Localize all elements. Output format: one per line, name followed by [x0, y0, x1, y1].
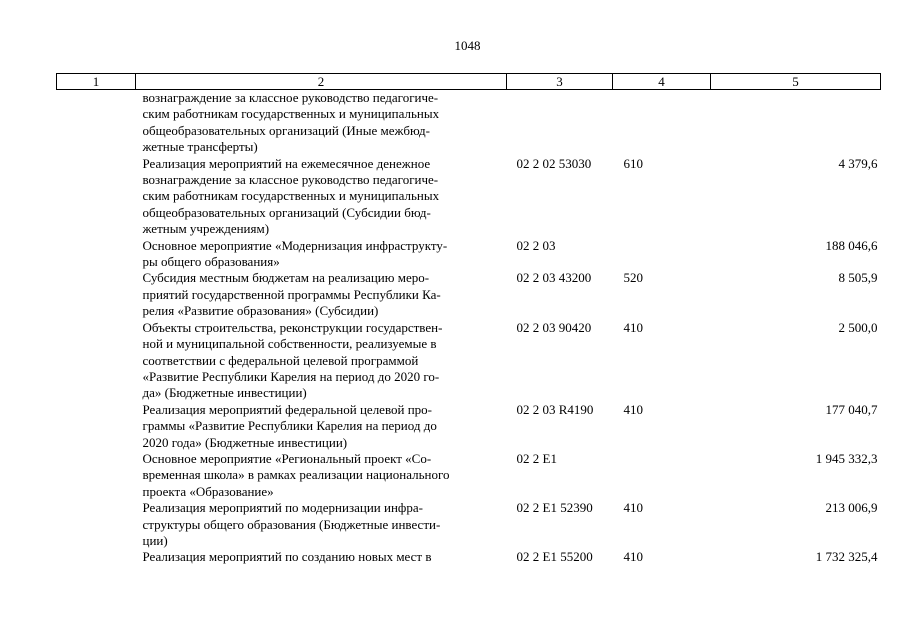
row-name-line: Реализация мероприятий по созданию новых мест в: [142, 549, 432, 565]
row-expense-type-cell: 410: [623, 401, 643, 417]
header-row: [57, 74, 881, 90]
column-header-4: 4: [613, 74, 711, 90]
row-amount-cell: 1 945 332,3: [815, 450, 878, 466]
row-code-cell: 02 2 03 R4190: [516, 401, 594, 417]
row-expense-type-cell: [613, 451, 711, 500]
table-row: [57, 500, 881, 549]
table-row: [57, 451, 881, 500]
table-row: [57, 90, 881, 156]
row-name-cell: [136, 270, 507, 319]
row-name-line: ским работникам государственных и муниципальных: [142, 106, 440, 122]
row-name-line: общеобразовательных организаций (Иные межбюд-: [142, 122, 430, 138]
row-amount-cell: 213 006,9: [825, 500, 878, 516]
row-name-cell: [136, 451, 507, 500]
row-name-line: Субсидия местным бюджетам на реализацию меро-: [142, 270, 430, 286]
row-expense-type-cell: 520: [623, 270, 643, 286]
row-amount-cell: 8 505,9: [838, 270, 878, 286]
row-name-line: ским работникам государственных и муниципальных: [142, 188, 440, 204]
row-code-cell: 02 2 02 53030: [516, 155, 592, 171]
row-name-line: ной и муниципальной собственности, реализуемые в: [142, 336, 437, 352]
row-name-line: 2020 года» (Бюджетные инвестиции): [142, 434, 348, 450]
row-name-line: временная школа» в рамках реализации национального: [142, 467, 450, 483]
row-name-line: Основное мероприятие «Модернизация инфраструкту-: [142, 237, 448, 253]
table-body: [57, 90, 881, 566]
row-amount-cell: [711, 90, 881, 156]
row-name-line: приятий государственной программы Республики Ка-: [142, 286, 441, 302]
row-name-cell: [136, 90, 507, 156]
row-name-line: общеобразовательных организаций (Субсидии бюд-: [142, 204, 431, 220]
table-row: [57, 270, 881, 319]
row-name-cell: [136, 156, 507, 238]
table-header: [57, 74, 881, 90]
row-name-line: структуры общего образования (Бюджетные инвести-: [142, 516, 441, 532]
row-number-cell: [57, 402, 136, 451]
row-name-line: жетные трансферты): [142, 139, 258, 155]
table-row: [57, 549, 881, 565]
row-expense-type-cell: [613, 90, 711, 156]
row-code-cell: 02 2 E1 52390: [516, 500, 593, 516]
row-code-cell: 02 2 03 90420: [516, 319, 592, 335]
row-name-line: Объекты строительства, реконструкции государствен-: [142, 319, 443, 335]
row-number-cell: [57, 320, 136, 402]
column-header-1: 1: [57, 74, 136, 90]
row-name-cell: [136, 500, 507, 549]
row-expense-type-cell: 410: [623, 500, 643, 516]
row-name-cell: [136, 320, 507, 402]
row-name-line: Основное мероприятие «Региональный проект «Со-: [142, 450, 432, 466]
row-amount-cell: 2 500,0: [838, 319, 878, 335]
row-number-cell: [57, 238, 136, 271]
column-header-2: 2: [136, 74, 507, 90]
row-expense-type-cell: 610: [623, 155, 643, 171]
page-number: 1048: [454, 38, 481, 53]
table-row: [57, 156, 881, 238]
row-number-cell: [57, 270, 136, 319]
table-row: [57, 238, 881, 271]
row-expense-type-cell: 410: [623, 549, 643, 565]
table-row: [57, 402, 881, 451]
row-name-line: релия «Развитие образования» (Субсидии): [142, 303, 379, 319]
row-name-cell: [136, 549, 507, 565]
row-name-line: граммы «Развитие Республики Карелия на период до: [142, 418, 437, 434]
row-name-line: проекта «Образование»: [142, 483, 274, 499]
budget-table: [56, 73, 881, 566]
table-row: [57, 320, 881, 402]
row-code-cell: 02 2 E1 55200: [516, 549, 593, 565]
row-name-cell: [136, 402, 507, 451]
row-name-line: вознаграждение за классное руководство педагогиче-: [142, 172, 439, 188]
column-header-3: 3: [507, 74, 613, 90]
row-number-cell: [57, 500, 136, 549]
row-code-cell: 02 2 03 43200: [516, 270, 592, 286]
row-expense-type-cell: [613, 238, 711, 271]
row-name-line: Реализация мероприятий федеральной целевой про-: [142, 401, 432, 417]
row-number-cell: [57, 451, 136, 500]
row-number-cell: [57, 156, 136, 238]
row-name-line: вознаграждение за классное руководство педагогиче-: [142, 90, 439, 105]
row-name-line: ры общего образования»: [142, 254, 280, 270]
row-name-line: жетным учреждениям): [142, 221, 270, 237]
row-amount-cell: 188 046,6: [825, 237, 878, 253]
column-header-5: 5: [711, 74, 881, 90]
row-code-cell: 02 2 E1: [516, 450, 557, 466]
row-amount-cell: 1 732 325,4: [815, 549, 878, 565]
row-name-line: соответствии с федеральной целевой программой: [142, 352, 419, 368]
row-code-cell: 02 2 03: [516, 237, 556, 253]
row-amount-cell: 4 379,6: [838, 155, 878, 171]
row-number-cell: [57, 90, 136, 156]
row-name-cell: [136, 238, 507, 271]
row-amount-cell: 177 040,7: [825, 401, 878, 417]
row-name-line: Реализация мероприятий на ежемесячное денежное: [142, 155, 431, 171]
row-number-cell: [57, 549, 136, 565]
row-expense-type-cell: 410: [623, 319, 643, 335]
row-name-line: да» (Бюджетные инвестиции): [142, 385, 307, 401]
row-name-line: ции): [142, 532, 168, 548]
row-code-cell: [507, 90, 613, 156]
row-name-line: «Развитие Республики Карелия на период до 2020 го-: [142, 368, 440, 384]
row-name-line: Реализация мероприятий по модернизации инфра-: [142, 500, 423, 516]
